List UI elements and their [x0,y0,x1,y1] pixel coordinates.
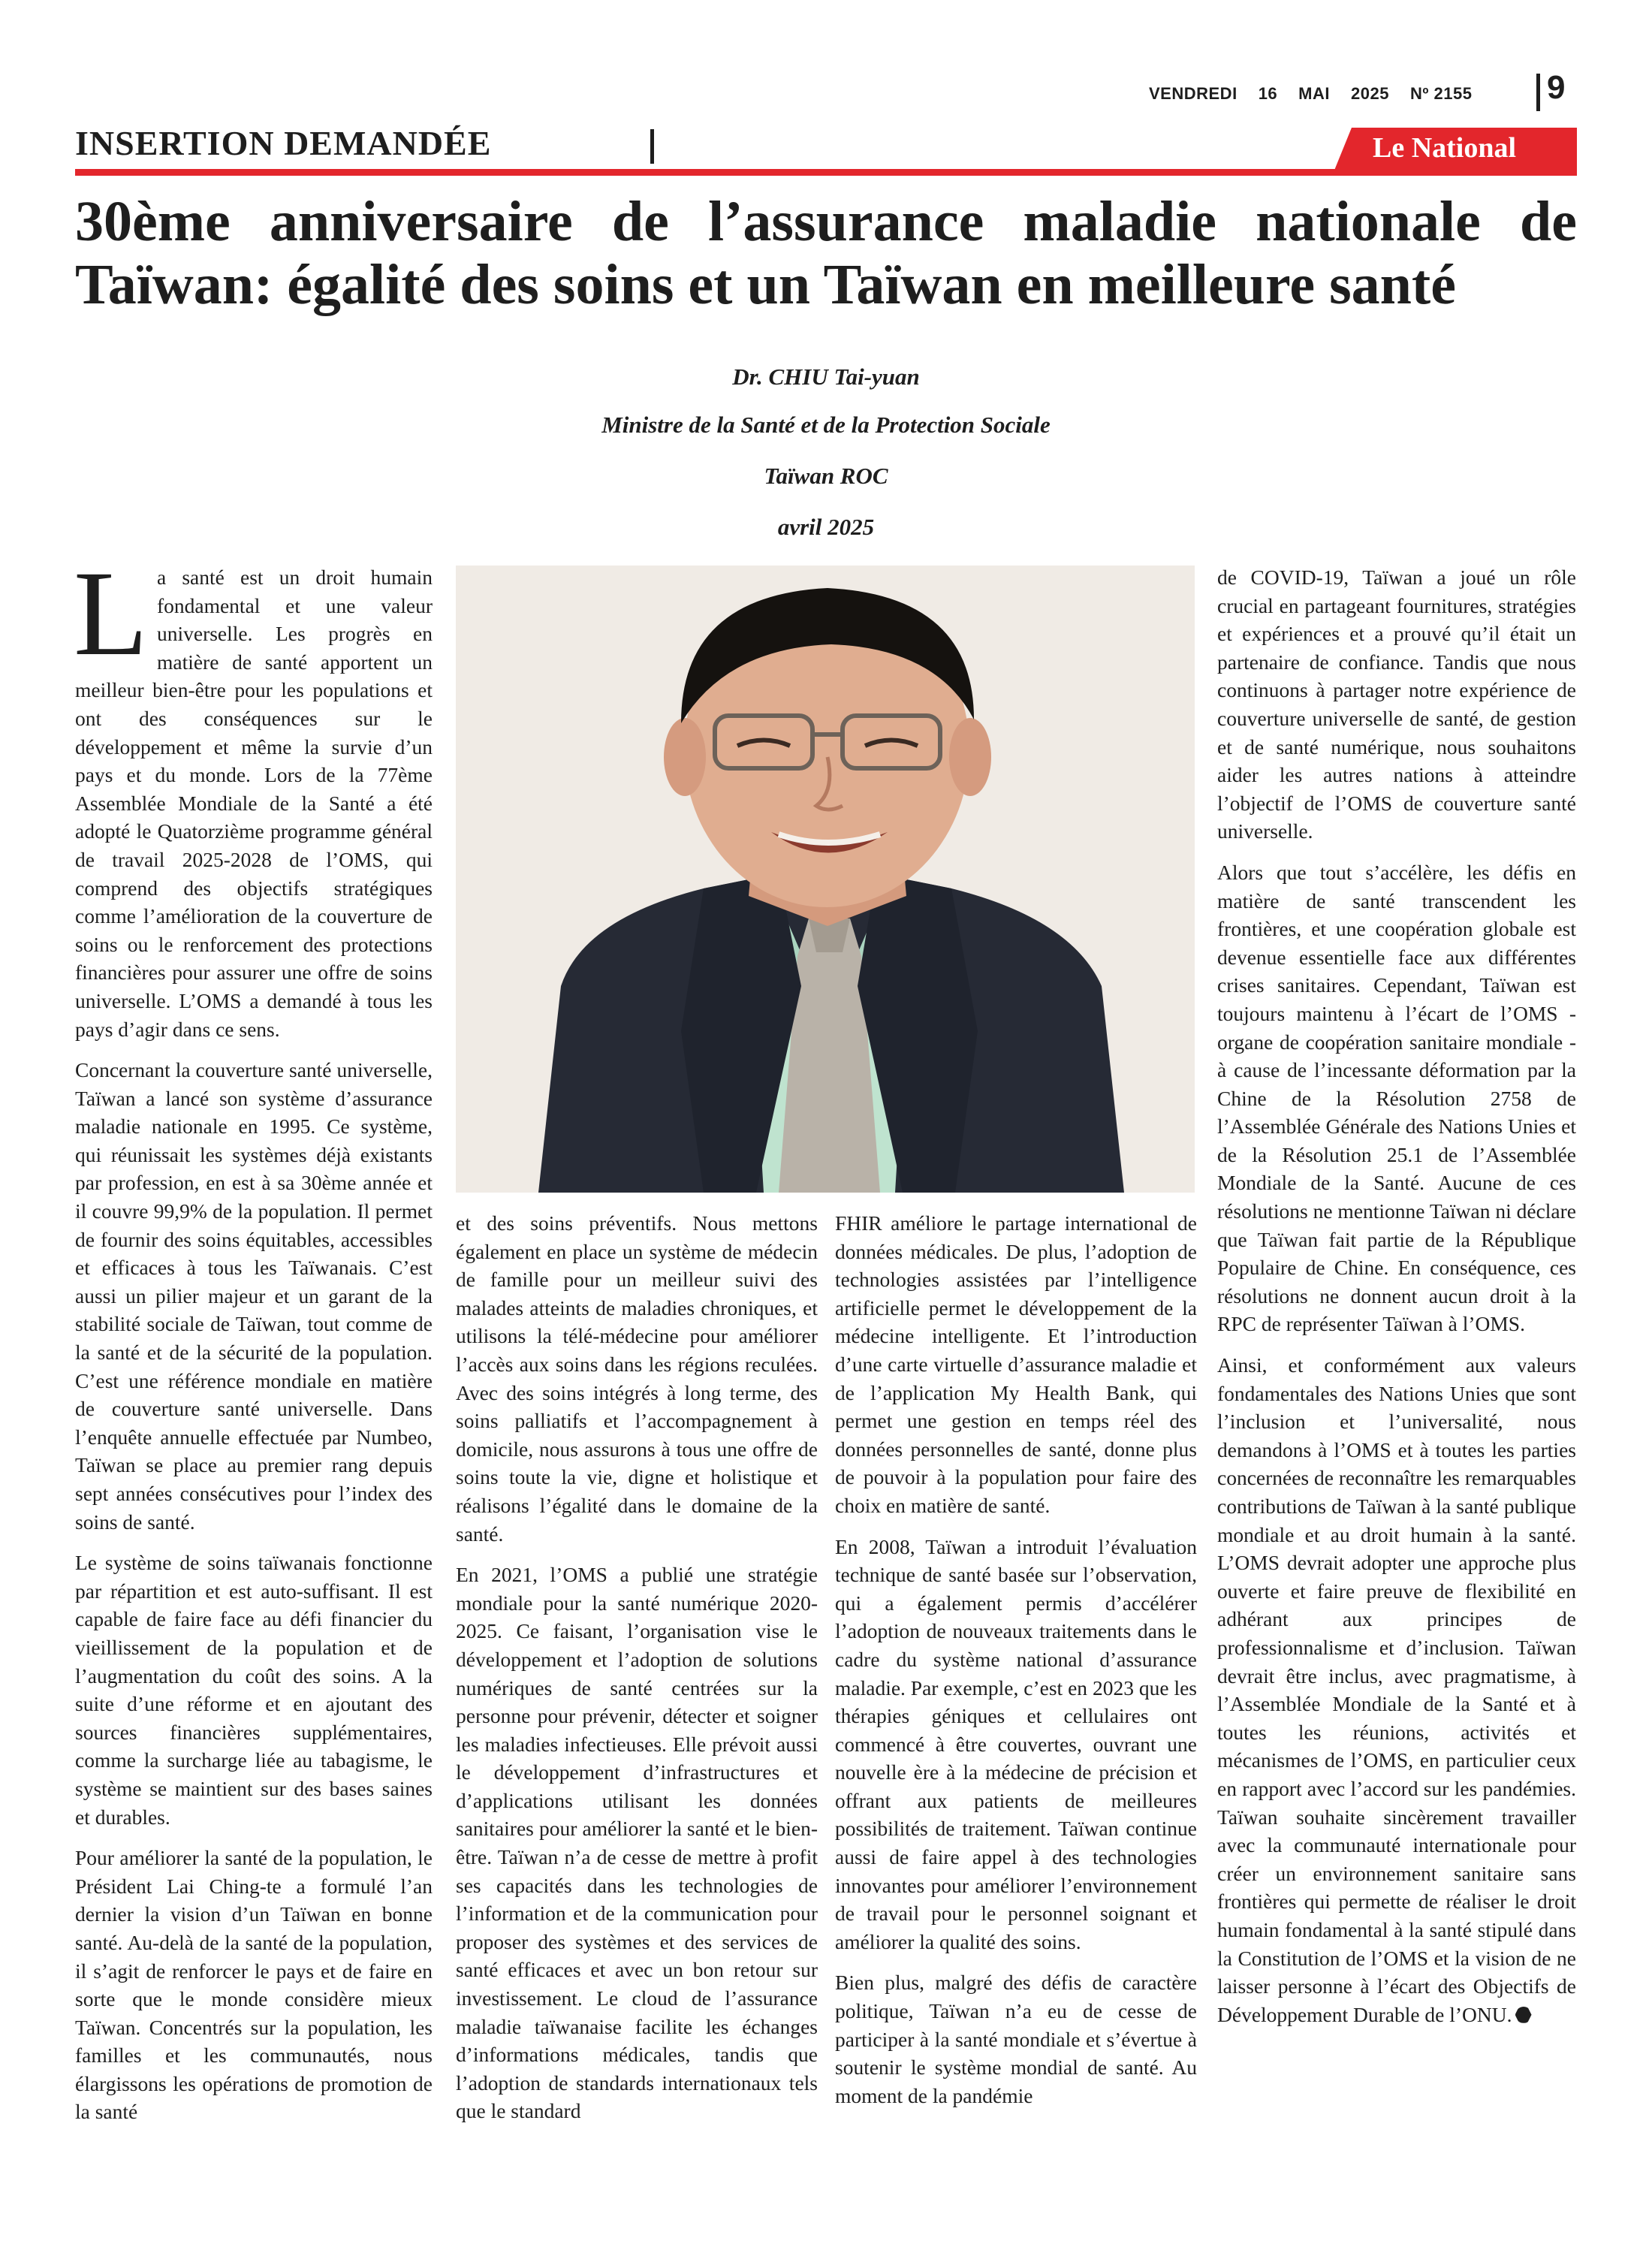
article-paragraph: La santé est un droit humain fondamental et une valeur universelle. Les progrès en matière de santé apportent un meilleur bien-être pour les populations et ont des conséquences sur le développement et même la survie d’un pays et du monde. Lors de la 77ème Assemblée Mondiale de la Santé a été adopté le Quatorzième programme général de travail 2025-2028 de l’OMS, qui comprend des objectifs stratégiques comme l’amélioration de la couverture de soins ou le renforcement des protections financières pour assurer une offre de soins universelle. L’OMS a demandé à tous les pays d’agir dans ce sens. [74,547,433,1041]
issue-number: Nº 2155 [1409,84,1473,103]
issue-date: 16 [1258,84,1278,103]
article-paragraph: Alors que tout s’accélère, les défis en matière de santé transcendent les frontières, et une coopération globale est devenue essentielle face aux différentes crises sanitaires. Cependant, Taïwan est toujours maintenu à l’écart de l’OMS - organe de coopération sanitaire mondiale - à cause de l’incessante déformation par la Chine de la Résolution 2758 de l’Assemblée Générale des Nations Unies et de la Résolution 25.1 de l’Assemblée Mondiale de la Santé. Aucune de ces résolutions ne mentionne Taïwan ni déclare que Taïwan fait partie de la République Populaire de Chine. En conséquence, ces résolutions ne donnent aucun droit à la RPC de représenter Taïwan à l’OMS. [1217,860,1576,1336]
article-column-right [1217,563,1576,2041]
article-date: avril 2025 [777,514,875,540]
article-column-left [74,547,433,2139]
author-country: Taïwan ROC [764,463,888,489]
author-portrait-image [456,566,1195,1193]
issue-day: VENDREDI [1149,84,1237,103]
section-label: INSERTION DEMANDÉE [75,124,492,162]
article-paragraph: Le système de soins taïwanais fonctionne par répartition et est auto-suffisant. Il est capable de faire face au défi financier du vieillissement de la population et de l’augmentation du coût des soins. A la suite d’une réforme et en ajoutant des sources financières supplémentaires, comme la surcharge liée au tabagisme, le système se maintient sur des bases saines et durables. [75,1551,433,1829]
article-paragraph: En 2021, l’OMS a publié une stratégie mondiale pour la santé numérique 2020-2025. Ce faisant, l’organisation vise le développement et l’adoption de solutions numériques de santé centrées sur la personne pour prévenir, détecter et soigner les maladies infectieuses. Elle prévoit aussi le développement d’infrastructures et d’applications utilisant les données sanitaires pour améliorer la santé et le bien-être. Taïwan n’a de cesse de mettre à profit ses capacités dans les technologies de l’information et de la communication pour proposer des systèmes et des services de santé efficaces et avec un bon retour sur investissement. Le cloud de l’assurance maladie taïwanaise facilite les échanges d’informations médicales, tandis que l’adoption de standards internationaux tels que le standard [456,1563,818,2123]
author-name: Dr. CHIU Tai-yuan [732,363,920,390]
article-column-middle-1 [456,1209,818,2138]
page-number: 9 [1547,69,1566,106]
article-paragraph: Ainsi, et conformément aux valeurs fondamentales des Nations Unies que sont l’inclusion et l’universalité, nous demandons à l’OMS et à toutes les parties concernées de reconnaître les remarquables contributions de Taïwan à la santé publique mondiale et au droit humain à la santé. L’OMS devrait adopter une approche plus ouverte et faire preuve de flexibilité en adhérant aux principes de professionnalisme et d’inclusion. Taïwan devrait être inclus, avec pragmatisme, à l’Assemblée Mondiale de la Santé et à toutes les réunions, activités et mécanismes de l’OMS, en particulier ceux en rapport avec l’accord sur les pandémies. Taïwan souhaite sincèrement travailler avec la communauté internationale pour créer un environnement sanitaire sans frontières qui permette de réaliser le droit humain fondamental à la santé stipulé dans la Constitution de l’OMS et la vision de ne laisser personne à l’écart des Objectifs de Développement Durable de l’ONU. [1217,1353,1576,2026]
author-role: Ministre de la Santé et de la Protection Sociale [601,412,1051,438]
issue-date-line [1149,84,1493,104]
article-column-middle-2 [835,1209,1197,2122]
article-paragraph: de COVID-19, Taïwan a joué un rôle crucial en partageant fournitures, stratégies et expériences et a prouvé qu’il était un partenaire de confiance. Tandis que nous continuons à partager notre expérience de couverture universelle de santé, de gestion et de santé numérique, nous souhaitons aider les autres nations à atteindre l’objectif de l’OMS de couverture santé universelle. [1217,566,1576,843]
article-paragraph: Bien plus, malgré des défis de caractère politique, Taïwan n’a eu de cesse de participer à la santé mondiale et s’évertue à soutenir le système mondial de santé. Au moment de la pandémie [835,1971,1197,2107]
drop-cap: L [74,547,148,681]
article-paragraph: Concernant la couverture santé universelle, Taïwan a lancé son système d’assurance maladie nationale en 1995. Ce système, qui réunissait les systèmes déjà existants par profession, en est à sa 30ème année et il couvre 99,9% de la population. Il permet de fournir des soins équitables, accessibles et efficaces à tous les Taïwanais. C’est aussi un pilier majeur et un garant de la stabilité sociale de Taïwan, tout comme de la santé et de la sécurité de la population. C’est une référence mondiale en matière de couverture santé universelle. Dans l’enquête annuelle effectuée par Numbeo, Taïwan se place au premier rang depuis sept années consécutives pour l’index des soins de santé. [75,1058,433,1534]
article-paragraph: En 2008, Taïwan a introduit l’évaluation technique de santé basée sur l’observation, qui a également permis d’accélérer l’adoption de nouveaux traitements dans le cadre du système national d’assurance maladie. Par exemple, c’est en 2023 que les thérapies géniques et cellulaires ont commencé à être couvertes, ouvrant une nouvelle ère à la médecine de précision et offrant aux patients de meilleures possibilités de traitement. Taïwan continue aussi de faire appel à des technologies innovantes pour améliorer l’environnement de travail pour le personnel soignant et améliorer la qualité des soins. [835,1534,1197,1953]
page-number-divider [1536,74,1540,111]
article-paragraph: et des soins préventifs. Nous mettons également en place un système de médecin de famille pour un meilleur suivi des malades atteints de maladies chroniques, et utilisons la télé-médecine pour améliorer l’accès aux soins dans les régions reculées. Avec des soins intégrés à long terme, des soins palliatifs et l’accompagnement à domicile, nous assurons à tous une offre de soins toute la vie, digne et holistique et réalisons l’égalité dans le domaine de la santé. [456,1211,818,1546]
section-divider [650,129,654,164]
issue-month: MAI [1298,84,1330,103]
article-paragraph: FHIR améliore le partage international de données médicales. De plus, l’adoption de technologies assistées par l’intelligence artificielle permet le développement de la médecine intelligente. Et l’introduction d’une carte virtuelle d’assurance maladie et de l’application My Health Bank, qui permet une gestion en temps réel des données personnelles de santé, donne plus de pouvoir à la population pour faire des choix en matière de santé. [835,1211,1197,1517]
article-headline: 30ème anniversaire de l’assurance maladie nationale de Taïwan: égalité des soins et un Taïwan en meilleure santé [75,190,1577,316]
article-paragraph: Pour améliorer la santé de la population, le Président Lai Ching-te a formulé l’an dernier la vision d’un Taïwan en bonne santé. Au-delà de la santé de la population, il s’agit de renforcer le pays et de faire en sorte que le monde considère mieux Taïwan. Concentrés sur la population, les familles et les communautés, nous élargissons les opérations de promotion de la santé [75,1846,433,2124]
issue-year: 2025 [1351,84,1389,103]
end-of-article-icon [1515,2007,1532,2023]
paper-name: Le National [1373,132,1517,164]
author-photo [456,566,1195,1193]
